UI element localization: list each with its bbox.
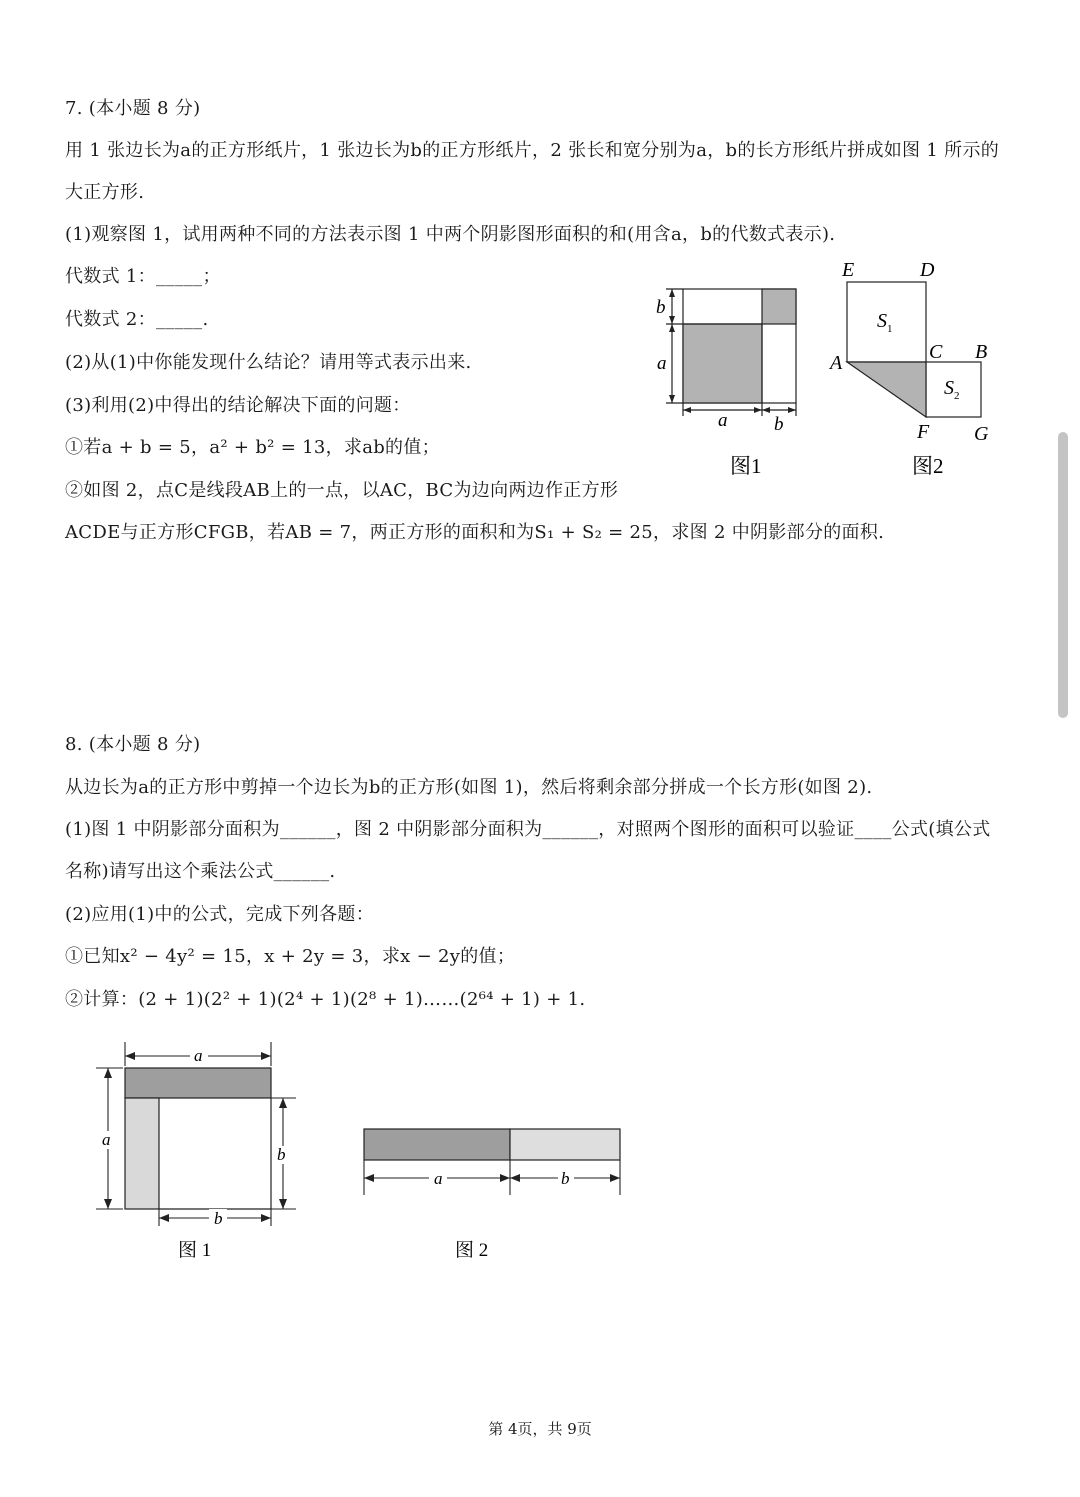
q8-fig1-label-b-right: b: [277, 1145, 286, 1164]
q7-part3: (3)利用(2)中得出的结论解决下面的问题：: [65, 395, 411, 416]
q7-figure-2: [826, 256, 1006, 480]
q7-fig2-caption: 图2: [912, 454, 944, 478]
scrollbar-thumb[interactable]: [1058, 432, 1068, 718]
q7-fig2-point-a: A: [830, 352, 843, 374]
q7-part1: (1)观察图 1，试用两种不同的方法表示图 1 中两个阴影图形面积的和(用含a，b的代数式表示).: [65, 224, 836, 245]
q8-intro: 从边长为a的正方形中剪掉一个边长为b的正方形(如图 1)，然后将剩余部分拼成一个长方形(如图 2).: [65, 777, 873, 798]
q7-expr1: 代数式 1：_____；: [65, 266, 221, 287]
q8-fig1-label-a-left: a: [102, 1130, 111, 1149]
page-footer: 第 4页，共 9页: [488, 1420, 592, 1438]
q7-expr2: 代数式 2：_____.: [65, 309, 209, 330]
q8-fig2-caption: 图 2: [455, 1240, 489, 1261]
q7-intro-line1: 用 1 张边长为a的正方形纸片，1 张边长为b的正方形纸片，2 张长和宽分别为a，b的长方形纸片拼成如图 1 所示的: [65, 140, 1000, 161]
q7-fig1-label-b-left: b: [656, 297, 666, 318]
q7-part2: (2)从(1)中你能发现什么结论？请用等式表示出来.: [65, 352, 472, 373]
q8-figure-1: [90, 1036, 310, 1266]
q7-header: 7. (本小题 8 分): [65, 98, 201, 119]
q8-fig2-label-b: b: [561, 1169, 570, 1188]
q7-fig2-point-e: E: [842, 259, 855, 281]
q8-item1: ①已知x² − 4y² = 15，x + 2y = 3，求x − 2y的值；: [65, 946, 516, 967]
q7-fig2-s1: $S_1$: [877, 310, 893, 335]
q8-part1-line1: (1)图 1 中阴影部分面积为______，图 2 中阴影部分面积为______，对照两个图形的面积可以验证____公式(填公式: [65, 819, 991, 840]
q8-fig1-caption: 图 1: [178, 1240, 212, 1261]
q7-item2-line1: ②如图 2，点C是线段AB上的一点，以AC，BC为边向两边作正方形: [65, 480, 619, 501]
q7-item1: ①若a + b = 5，a² + b² = 13，求ab的值；: [65, 437, 440, 458]
q8-figure-2: [355, 1120, 635, 1270]
q8-fig1-label-b-bottom: b: [214, 1209, 223, 1228]
q7-fig2-point-b: B: [975, 341, 988, 363]
q7-item2-line2: ACDE与正方形CFGB，若AB = 7，两正方形的面积和为S₁ + S₂ = 25，求图 2 中阴影部分的面积.: [65, 522, 885, 543]
q7-fig2-point-f: F: [917, 421, 930, 443]
q7-fig2-s2: $S_2$: [944, 377, 960, 402]
q7-fig1-label-b-bottom: b: [774, 414, 784, 435]
q8-fig1-label-a-top: a: [194, 1046, 203, 1065]
q7-fig2-point-g: G: [974, 423, 989, 445]
q8-header: 8. (本小题 8 分): [65, 734, 201, 755]
q7-intro-line2: 大正方形.: [65, 182, 145, 203]
q8-part2: (2)应用(1)中的公式，完成下列各题：: [65, 904, 374, 925]
q8-item2: ②计算：(2 + 1)(2² + 1)(2⁴ + 1)(2⁸ + 1)……(2⁶⁴ + 1) + 1.: [65, 989, 586, 1010]
q7-figure-1: [650, 280, 810, 480]
q7-fig2-point-d: D: [920, 259, 935, 281]
q7-fig2-point-c: C: [929, 341, 943, 363]
q8-fig2-label-a: a: [434, 1169, 443, 1188]
q8-part1-line2: 名称)请写出这个乘法公式______.: [65, 861, 336, 882]
q7-fig1-caption: 图1: [730, 454, 762, 478]
q7-fig1-label-a-bottom: a: [718, 410, 728, 431]
q7-fig1-label-a-left: a: [657, 353, 667, 374]
